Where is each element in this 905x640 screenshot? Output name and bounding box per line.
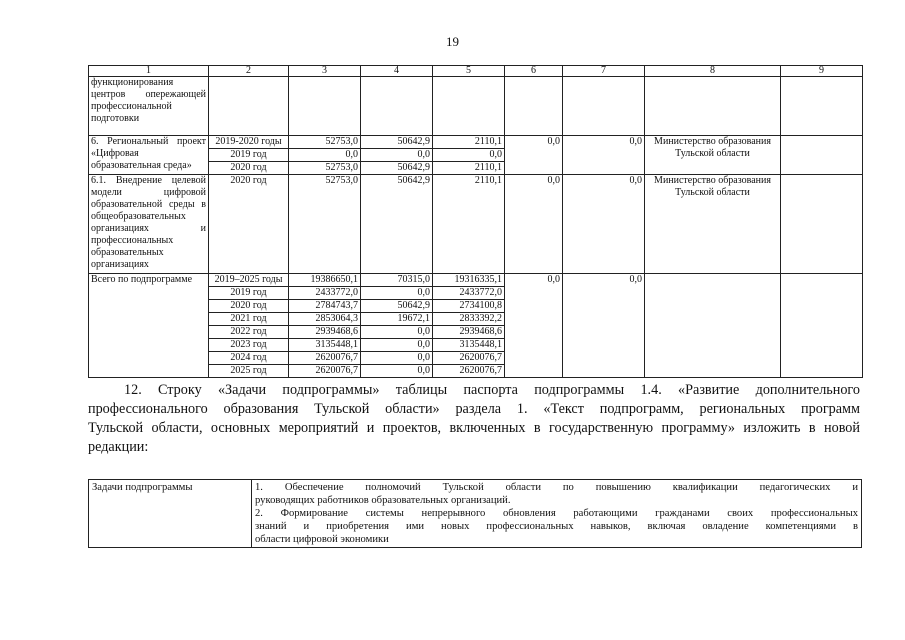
amount-cell: 2433772,0 — [289, 287, 361, 300]
paragraph-line: 12. Строку «Задачи подпрограммы» таблицы паспорта подпрограммы 1.4. «Развитие дополнительного — [124, 382, 860, 398]
table-row — [89, 175, 863, 274]
amount-cell: 50642,9 — [361, 175, 433, 274]
amount-cell: 0,0 — [361, 339, 433, 352]
period-cell: 2020 год — [209, 300, 289, 313]
period-cell — [209, 77, 289, 136]
column-header: 6 — [505, 66, 563, 77]
amount-cell: 2939468,6 — [433, 326, 505, 339]
executor-cell — [645, 274, 781, 378]
amount-cell: 2620076,7 — [433, 365, 505, 378]
table-row — [89, 274, 863, 287]
column-header: 1 — [89, 66, 209, 77]
amount-cell: 50642,9 — [361, 162, 433, 175]
amount-cell: 2939468,6 — [289, 326, 361, 339]
period-cell: 2023 год — [209, 339, 289, 352]
tasks-label: Задачи подпрограммы — [89, 480, 252, 548]
notes-cell — [781, 175, 863, 274]
amount-cell — [433, 77, 505, 136]
amount-cell: 0,0 — [361, 352, 433, 365]
row-title: Всего по подпрограмме — [89, 274, 209, 378]
period-cell: 2024 год — [209, 352, 289, 365]
amount-cell — [361, 77, 433, 136]
page-number: 19 — [446, 34, 459, 49]
column-header: 7 — [563, 66, 645, 77]
amount-cell: 0,0 — [563, 175, 645, 274]
period-cell: 2022 год — [209, 326, 289, 339]
row-title: 6.1. Внедрение целевой модели цифровой образовательной среды в общеобразовательных организациях и профессиональных образовательных организациях — [89, 175, 209, 274]
amount-cell: 2620076,7 — [289, 352, 361, 365]
row-title: функционирования центров опережающей профессиональной подготовки — [89, 77, 209, 136]
notes-cell — [781, 136, 863, 175]
notes-cell — [781, 274, 863, 378]
amount-cell: 2853064,3 — [289, 313, 361, 326]
period-cell: 2019 год — [209, 149, 289, 162]
instruction-paragraph — [88, 381, 860, 457]
tasks-table — [88, 479, 862, 548]
table-row — [89, 480, 862, 548]
tasks-line: знаний и приобретения ими новых профессиональных навыков, включая овладение компетенциями в — [255, 521, 858, 532]
column-header: 8 — [645, 66, 781, 77]
table-header-row — [89, 66, 863, 77]
tasks-line: 2. Формирование системы непрерывного обновления работающими гражданами своих профессиональных — [255, 508, 858, 519]
row-title: 6. Региональный проект «Цифровая образовательная среда» — [89, 136, 209, 175]
amount-cell — [563, 77, 645, 136]
amount-cell: 50642,9 — [361, 136, 433, 149]
amount-cell: 0,0 — [563, 136, 645, 175]
amount-cell: 0,0 — [505, 175, 563, 274]
amount-cell: 0,0 — [289, 149, 361, 162]
amount-cell: 0,0 — [361, 149, 433, 162]
amount-cell: 50642,9 — [361, 300, 433, 313]
period-cell: 2025 год — [209, 365, 289, 378]
amount-cell: 3135448,1 — [289, 339, 361, 352]
amount-cell: 2620076,7 — [433, 352, 505, 365]
amount-cell: 2784743,7 — [289, 300, 361, 313]
amount-cell: 2110,1 — [433, 175, 505, 274]
amount-cell: 0,0 — [361, 365, 433, 378]
period-cell: 2019-2020 годы — [209, 136, 289, 149]
amount-cell: 52753,0 — [289, 175, 361, 274]
amount-cell: 19672,1 — [361, 313, 433, 326]
column-header: 5 — [433, 66, 505, 77]
amount-cell: 2734100,8 — [433, 300, 505, 313]
period-cell: 2021 год — [209, 313, 289, 326]
period-cell: 2019–2025 годы — [209, 274, 289, 287]
amount-cell: 0,0 — [505, 274, 563, 378]
executor-cell — [645, 77, 781, 136]
amount-cell: 2110,1 — [433, 162, 505, 175]
tasks-line: руководящих работников образовательных организаций. — [255, 495, 511, 506]
amount-cell: 52753,0 — [289, 162, 361, 175]
amount-cell: 2433772,0 — [433, 287, 505, 300]
period-cell: 2020 год — [209, 175, 289, 274]
amount-cell: 52753,0 — [289, 136, 361, 149]
amount-cell — [505, 77, 563, 136]
amount-cell: 0,0 — [361, 287, 433, 300]
financing-table — [88, 65, 863, 378]
column-header: 4 — [361, 66, 433, 77]
notes-cell — [781, 77, 863, 136]
amount-cell: 0,0 — [361, 326, 433, 339]
table-row — [89, 77, 863, 136]
column-header: 9 — [781, 66, 863, 77]
executor-cell: Министерство образования Тульской области — [645, 136, 781, 175]
tasks-content — [252, 480, 862, 548]
period-cell: 2020 год — [209, 162, 289, 175]
amount-cell: 0,0 — [505, 136, 563, 175]
amount-cell: 19386650,1 — [289, 274, 361, 287]
amount-cell: 0,0 — [563, 274, 645, 378]
paragraph-line: Тульской области, основных мероприятий и проектов, включенных в государственную программу» изложить в новой — [88, 420, 860, 436]
paragraph-line: профессионального образования Тульской области» раздела 1. «Текст подпрограмм, региональных программ — [88, 401, 860, 417]
tasks-line: 1. Обеспечение полномочий Тульской области по повышению квалификации педагогических и — [255, 482, 858, 493]
executor-cell: Министерство образования Тульской области — [645, 175, 781, 274]
column-header: 3 — [289, 66, 361, 77]
amount-cell: 2110,1 — [433, 136, 505, 149]
amount-cell: 19316335,1 — [433, 274, 505, 287]
column-header: 2 — [209, 66, 289, 77]
amount-cell: 0,0 — [433, 149, 505, 162]
amount-cell: 70315,0 — [361, 274, 433, 287]
amount-cell: 2833392,2 — [433, 313, 505, 326]
amount-cell: 3135448,1 — [433, 339, 505, 352]
amount-cell: 2620076,7 — [289, 365, 361, 378]
tasks-line: области цифровой экономики — [255, 534, 389, 545]
table-row — [89, 136, 863, 149]
amount-cell — [289, 77, 361, 136]
period-cell: 2019 год — [209, 287, 289, 300]
paragraph-line: редакции: — [88, 439, 149, 455]
